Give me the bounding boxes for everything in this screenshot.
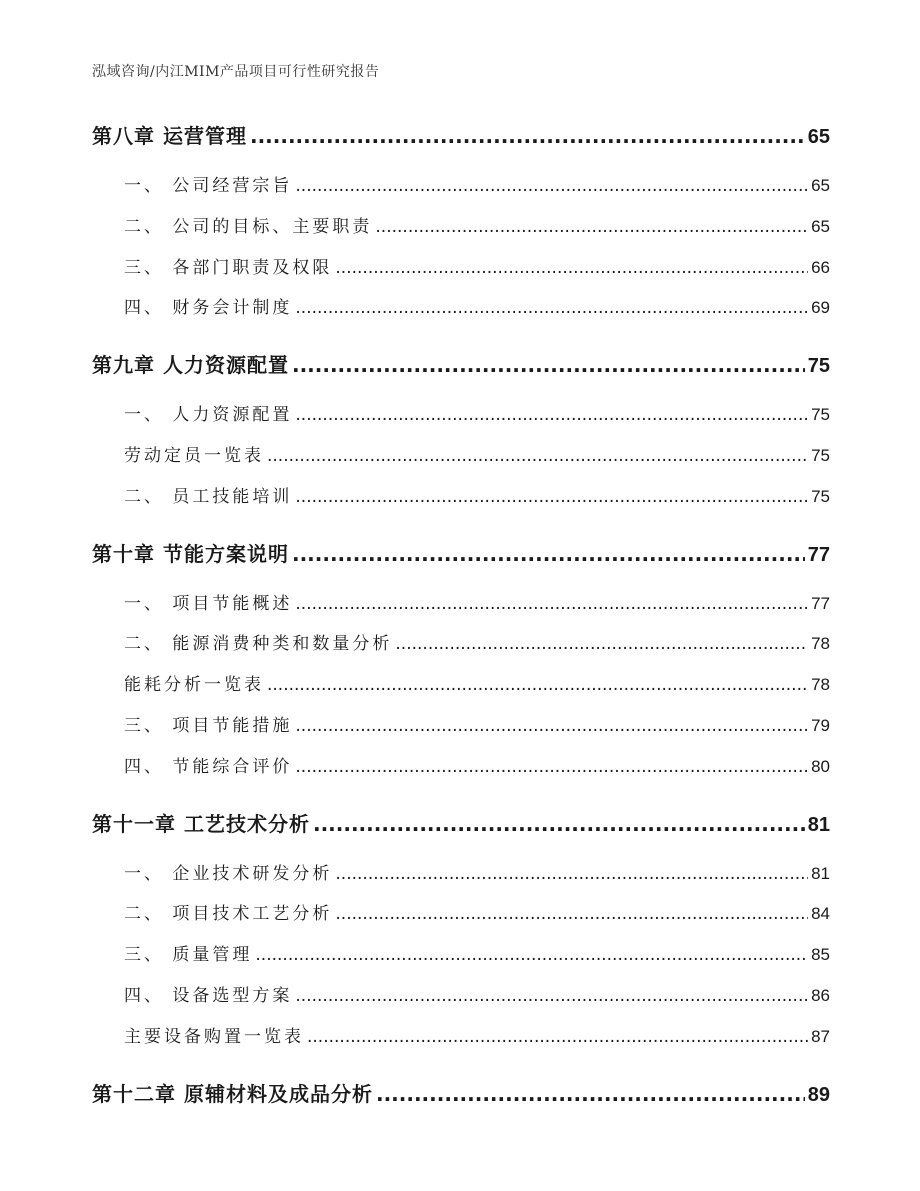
toc-section-entry[interactable] [92,665,830,706]
toc-entry-label: 二、 员工技能培训 [124,486,293,507]
toc-page-number: 80 [811,756,830,776]
toc-dot-leader [295,747,808,788]
toc-dot-leader [295,477,808,518]
toc-section-entry[interactable] [92,854,830,895]
toc-page-number: 89 [807,1083,830,1106]
toc-dot-leader [295,706,808,747]
toc-page-number: 77 [807,543,830,566]
toc-entry-label: 二、 能源消费种类和数量分析 [124,634,393,655]
toc-page-number: 65 [811,216,830,236]
toc-section-entry[interactable] [92,976,830,1017]
toc-page-number: 65 [807,126,830,148]
toc-entry-label: 第八章 运营管理 [92,124,247,148]
toc-entry-label: 第十章 节能方案说明 [92,541,289,566]
toc-page-number: 81 [807,813,830,836]
toc-page-number: 75 [811,445,830,465]
toc-entry-label: 三、 各部门职责及权限 [124,257,333,278]
toc-entry-label: 四、 财务会计制度 [124,298,293,319]
toc-dot-leader [335,894,808,935]
toc-entry-label: 三、 质量管理 [124,945,253,966]
toc-page-number: 75 [811,405,830,425]
toc-section-entry[interactable] [92,1017,830,1058]
toc-section-entry[interactable] [92,395,830,436]
toc-page-number: 87 [811,1026,830,1046]
toc-entry-label: 一、 企业技术研发分析 [124,863,333,884]
toc-entry-label: 二、 项目技术工艺分析 [124,904,333,925]
toc-entry-label: 一、 人力资源配置 [124,405,293,426]
toc-section-entry[interactable] [92,935,830,976]
toc-dot-leader [295,584,808,625]
toc-page-number: 78 [811,634,830,654]
toc-section-entry[interactable] [92,747,830,788]
toc-page-number: 65 [811,176,830,195]
toc-page-number: 75 [807,355,830,378]
toc-chapter-entry[interactable] [92,114,830,158]
header-divider [90,88,830,89]
toc-dot-leader [267,665,808,706]
toc-section-entry[interactable] [92,288,830,329]
toc-dot-leader [292,532,805,576]
toc-dot-leader [376,1072,805,1116]
toc-entry-label: 一、 项目节能概述 [124,593,293,614]
toc-page-number: 77 [811,593,830,613]
toc-entry-label: 劳动定员一览表 [124,445,264,466]
toc-entry-label: 主要设备购置一览表 [124,1026,304,1047]
toc-page-number: 84 [811,904,830,924]
toc-chapter-entry[interactable] [92,343,830,387]
toc-page-number: 75 [811,486,830,506]
toc-dot-leader [395,624,808,665]
toc-dot-leader [335,248,808,289]
toc-dot-leader [295,288,808,329]
toc-page-number: 86 [811,985,830,1005]
toc-section-entry[interactable] [92,207,830,248]
toc-section-entry[interactable] [92,584,830,625]
toc-page-number: 69 [811,298,830,318]
toc-entry-label: 第十一章 工艺技术分析 [92,811,310,836]
toc-dot-leader [375,207,808,248]
toc-page-number: 85 [811,945,830,965]
toc-page-number: 66 [811,257,830,277]
toc-entry-label: 能耗分析一览表 [124,675,264,696]
page-header: 泓域咨询/内江MIM产品项目可行性研究报告 [92,64,380,80]
toc-section-entry[interactable] [92,166,830,207]
toc-chapter-entry[interactable] [92,802,830,846]
toc-section-entry[interactable] [92,436,830,477]
toc-chapter-entry[interactable] [92,532,830,576]
toc-chapter-entry[interactable] [92,1072,830,1116]
toc-entry-label: 第九章 人力资源配置 [92,353,289,378]
toc-section-entry[interactable] [92,248,830,289]
toc-section-entry[interactable] [92,894,830,935]
toc-section-entry[interactable] [92,477,830,518]
toc-dot-leader [255,935,808,976]
toc-section-entry[interactable] [92,706,830,747]
toc-page-number: 81 [811,863,830,883]
toc-entry-label: 四、 设备选型方案 [124,985,293,1006]
toc-page-number: 79 [811,715,830,735]
toc-entry-label: 第十二章 原辅材料及成品分析 [92,1081,373,1106]
toc-dot-leader [335,854,808,895]
toc-dot-leader [250,114,805,158]
toc-dot-leader [292,343,805,387]
toc-entry-label: 一、 公司经营宗旨 [124,176,293,196]
toc-page-number: 78 [811,675,830,695]
toc-section-entry[interactable] [92,624,830,665]
toc-entry-label: 四、 节能综合评价 [124,756,293,777]
toc-dot-leader [295,395,808,436]
toc-entry-label: 二、 公司的目标、主要职责 [124,216,373,237]
toc-dot-leader [307,1017,808,1058]
toc-entry-label: 三、 项目节能措施 [124,715,293,736]
toc-dot-leader [295,166,808,207]
table-of-contents [92,114,830,1124]
toc-dot-leader [313,802,805,846]
toc-dot-leader [295,976,808,1017]
toc-dot-leader [267,436,808,477]
